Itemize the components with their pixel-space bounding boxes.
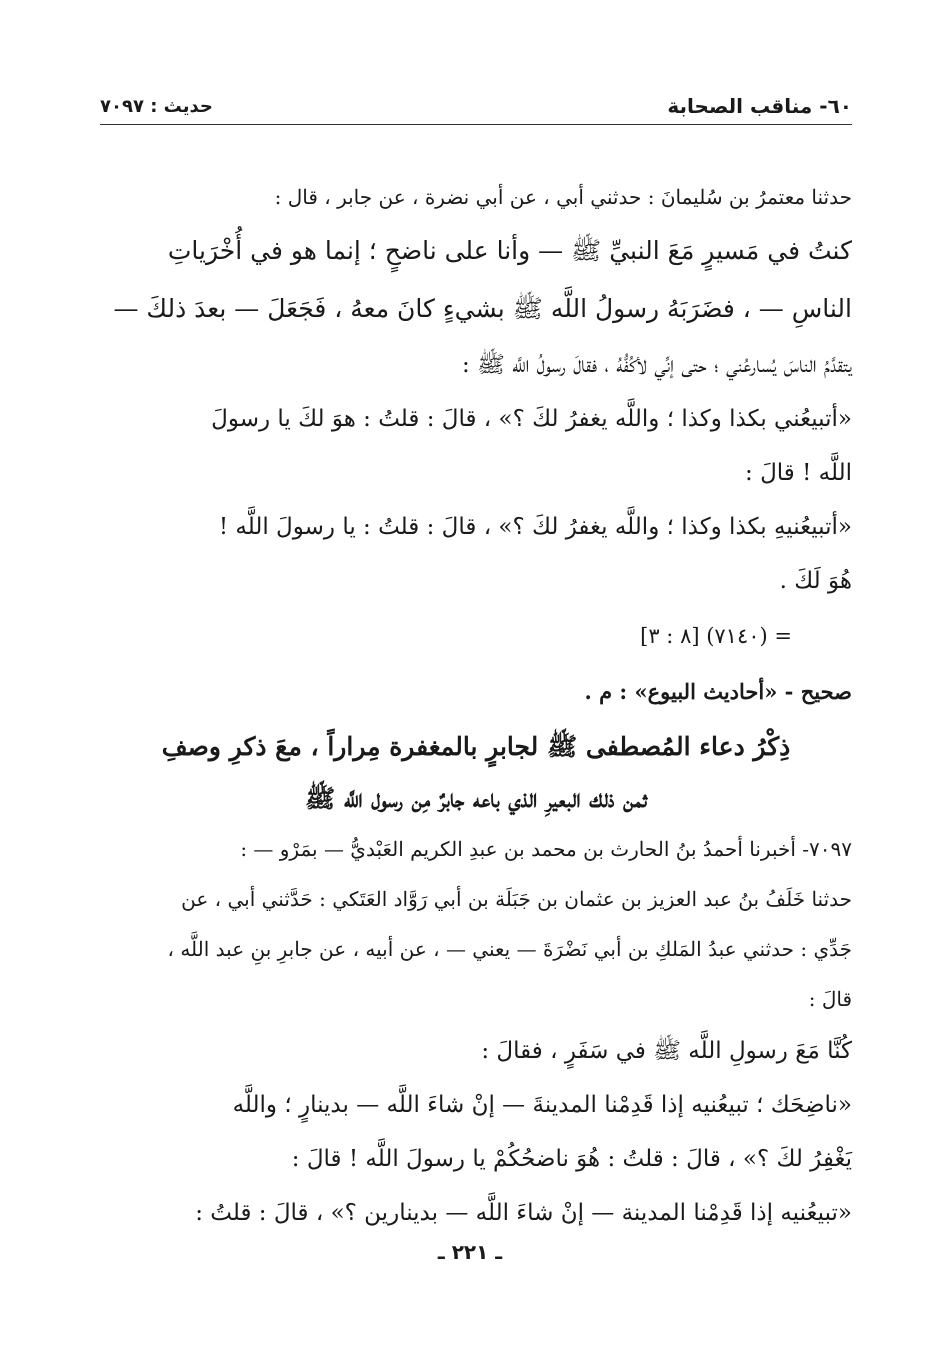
text-line: هُوَ لَكَ . [779, 568, 852, 594]
isnad-line: حدثنا معتمرُ بن سُليمانَ : حدثني أبي ، عن أبي نضرة ، عن جابر ، قال : [274, 185, 852, 209]
text-line: «أتبيعُني بكذا وكذا ؛ واللَّه يغفرُ لكَ ؟» ، قالَ : قلتُ : هوَ لكَ يا رسولَ [211, 406, 852, 432]
page-number: ـ ٢٢١ ـ [437, 1240, 503, 1264]
isnad-line: حدثنا خَلَفُ بنُ عبد العزيز بن عثمان بن جَبَلَة بن أبي رَوَّاد العَتَكي : حَدَّثني أبي ، عن [181, 887, 852, 911]
isnad-line: جَدِّي : حدثني عبدُ المَلكِ بن أبي نَضْرَةَ — يعني — ، عن أبيه ، عن جابرِ بنِ عبد اللَّه ، [167, 937, 852, 961]
text-line: الناسِ — ، فضَرَبَهُ رسولُ اللَّه ﷺ بشيءٍ كانَ معهُ ، فَجَعَلَ — بعدَ ذلكَ — [113, 294, 852, 323]
text-line: كنتُ في مَسيرٍ مَعَ النبيِّ ﷺ — وأنا على ناضحٍ ؛ إنما هو في أُخْرَياتِ [167, 236, 852, 265]
text-line: «ناضِحَك ؛ تبيعُنيه إذا قَدِمْنا المدينةَ — إنْ شاءَ اللَّه — بدينارٍ ؛ واللَّه [232, 1092, 852, 1118]
text-line: «تبيعُنيه إذا قَدِمْنا المدينة — إنْ شاءَ اللَّه — بدينارين ؟» ، قالَ : قلتُ : [195, 1200, 852, 1226]
text-line: اللَّه ! قالَ : [745, 460, 852, 486]
text-line: يتقدَّمُ الناسَ يُسارعُني ؛ حتى إنِّي لأكُفُّهُ ، فقالَ رسولُ اللَّه ﷺ : [462, 352, 852, 378]
chapter-title: ٦٠- مناقب الصحابة [667, 94, 852, 118]
page-body [100, 172, 852, 1240]
text-line: يَغْفِرُ لكَ ؟» ، قالَ : قلتُ : هُوَ ناضحُكُمْ يا رسولَ اللَّه ! قالَ : [291, 1146, 852, 1172]
section-heading: ذِكْرُ دعاء المُصطفى ﷺ لجابرٍ بالمغفرة مِراراً ، معَ ذكرِ وصفِ [161, 732, 791, 761]
text-line: «أتبيعُنيهِ بكذا وكذا ؛ واللَّه يغفرُ لكَ ؟» ، قالَ : قلتُ : يا رسولَ اللَّه ! [218, 514, 852, 540]
isnad-line: قالَ : [808, 987, 852, 1011]
isnad-line: ٧٠٩٧- أخبرنا أحمدُ بنُ الحارث بن محمد بن عبدِ الكريم العَبْديُّ — بمَرْو — : [240, 837, 852, 861]
grading-line: صحيح - «أحاديث البيوع» : م . [584, 679, 852, 704]
section-heading: ثمن ذلك البعيرِ الذي باعه جابرٌ مِن رسول اللَّه ﷺ [305, 784, 647, 813]
hadith-reference: حديث : ٧٠٩٧ [100, 95, 213, 117]
page-header [100, 88, 852, 125]
cross-reference: = (٧١٤٠) [٨ : ٣] [640, 624, 792, 648]
text-line: كُنَّا مَعَ رسولِ اللَّه ﷺ في سَفَرٍ ، فقالَ : [481, 1038, 852, 1064]
